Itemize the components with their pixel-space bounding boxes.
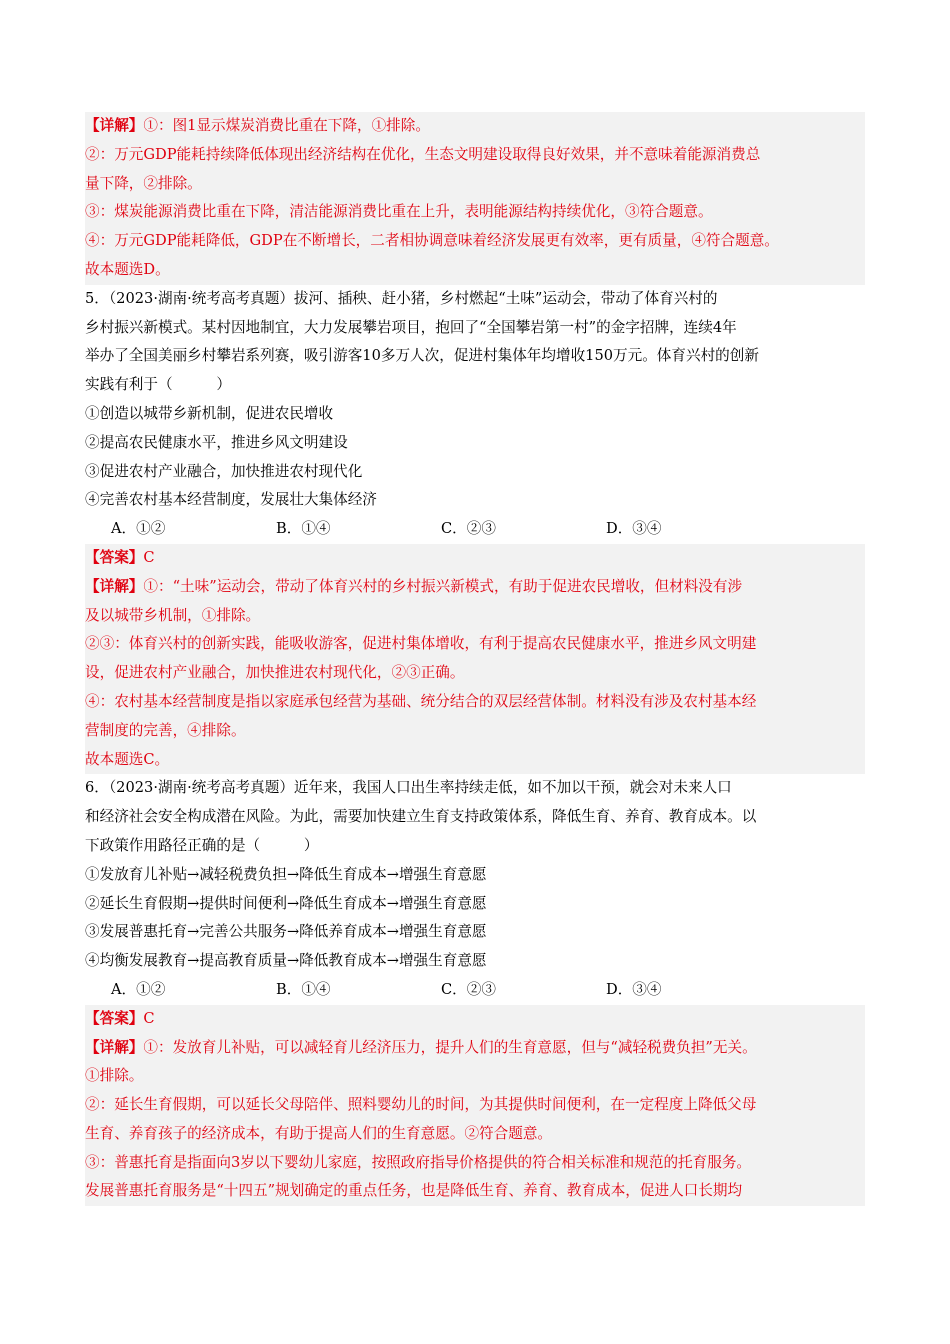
option-d: D．③④: [606, 980, 662, 998]
detail-line: 设，促进农村产业融合，加快推进农村现代化，②③正确。: [85, 664, 465, 682]
question-stem-line: 举办了全国美丽乡村攀岩系列赛，吸引游客10多万人次，促进村集体年均增收150万元。体育兴村的创新: [85, 347, 759, 365]
question-6: [85, 774, 865, 1004]
option-c: C．②③: [441, 980, 496, 998]
option-d: D．③④: [606, 520, 662, 538]
question-item: ④均衡发展教育→提高教育质量→降低教育成本→增强生育意愿: [85, 952, 487, 970]
detail-conclusion: 故本题选C。: [85, 750, 170, 768]
detail-line: ④：万元GDP能耗降低，GDP在不断增长，二者相协调意味着经济发展更有效率，更有质量，④符合题意。: [85, 232, 779, 250]
detail-line: ④：农村基本经营制度是指以家庭承包经营为基础、统分结合的双层经营体制。材料没有涉及农村基本经: [85, 692, 757, 710]
options-row: [85, 515, 865, 544]
option-b: B．①④: [276, 520, 331, 538]
question-stem-line: 实践有利于（ ）: [85, 376, 231, 394]
detail-line: ②：延长生育假期，可以延长父母陪伴、照料婴幼儿的时间，为其提供时间便利，在一定程度上降低父母: [85, 1096, 757, 1114]
question-5: [85, 285, 865, 544]
page-content: [85, 112, 865, 1206]
detail-tag: 【详解】: [85, 117, 144, 134]
options-row: [85, 976, 865, 1005]
question-stem-line: 5．（2023·湖南·统考高考真题）拔河、插秧、赶小猪，乡村燃起“土味”运动会，带动了体育兴村的: [85, 289, 718, 307]
answer-value: C: [143, 1009, 155, 1027]
question-item: ②延长生育假期→提供时间便利→降低生育成本→增强生育意愿: [85, 894, 487, 912]
detail-line: 【详解】①：图1显示煤炭消费比重在下降，①排除。: [85, 117, 430, 134]
detail-line: 营制度的完善，④排除。: [85, 721, 246, 739]
question-stem-line: 下政策作用路径正确的是（ ）: [85, 836, 319, 854]
question-item: ①发放育儿补贴→减轻税费负担→降低生育成本→增强生育意愿: [85, 865, 487, 883]
detail-line: 及以城带乡机制，①排除。: [85, 606, 261, 624]
question-item: ③促进农村产业融合，加快推进农村现代化: [85, 462, 363, 480]
detail-line: 量下降，②排除。: [85, 174, 202, 192]
detail-tag: 【详解】: [85, 577, 144, 595]
option-a: A．①②: [111, 520, 166, 538]
detail-line: ③：普惠托育是指面向3岁以下婴幼儿家庭，按照政府指导价格提供的符合相关标准和规范的托育服务。: [85, 1153, 752, 1171]
detail-line: 生育、养育孩子的经济成本，有助于提高人们的生育意愿。②符合题意。: [85, 1124, 553, 1142]
answer-tag: 【答案】: [85, 548, 144, 566]
question-item: ③发展普惠托育→完善公共服务→降低养育成本→增强生育意愿: [85, 923, 487, 941]
question-item: ②提高农民健康水平，推进乡风文明建设: [85, 433, 348, 451]
detail-line: ①排除。: [85, 1067, 144, 1085]
detail-line: 发展普惠托育服务是“十四五”规划确定的重点任务，也是降低生育、养育、教育成本，促进人口长期均: [85, 1182, 743, 1200]
detail-conclusion: 故本题选D。: [85, 260, 170, 278]
detail-line: ③：煤炭能源消费比重在下降，清洁能源消费比重在上升，表明能源结构持续优化，③符合题意。: [85, 203, 713, 221]
answer-line: [85, 1005, 865, 1034]
detail-line: 【详解】①：发放育儿补贴，可以减轻育儿经济压力，提升人们的生育意愿，但与“减轻税费负担”无关。: [85, 1038, 757, 1056]
answer-line: [85, 544, 865, 573]
detail-line: ②：万元GDP能耗持续降低体现出经济结构在优化，生态文明建设取得良好效果，并不意味着能源消费总: [85, 145, 761, 163]
answer-block-q6: [85, 1005, 865, 1207]
detail-block-q4: [85, 112, 865, 285]
detail-line: ②③：体育兴村的创新实践，能吸收游客，促进村集体增收，有利于提高农民健康水平，推进乡风文明建: [85, 635, 757, 653]
question-stem-line: 和经济社会安全构成潜在风险。为此，需要加快建立生育支持政策体系，降低生育、养育、教育成本。以: [85, 808, 757, 826]
question-stem-line: 6．（2023·湖南·统考高考真题）近年来，我国人口出生率持续走低，如不加以干预，就会对未来人口: [85, 779, 732, 797]
option-c: C．②③: [441, 520, 496, 538]
answer-block-q5: [85, 544, 865, 774]
question-item: ①创造以城带乡新机制，促进农民增收: [85, 404, 334, 422]
question-stem-line: 乡村振兴新模式。某村因地制宜，大力发展攀岩项目，抱回了“全国攀岩第一村”的金字招牌，连续4年: [85, 318, 737, 336]
answer-tag: 【答案】: [85, 1009, 144, 1027]
option-a: A．①②: [111, 980, 166, 998]
detail-line: 【详解】①：“土味”运动会，带动了体育兴村的乡村振兴新模式，有助于促进农民增收，但材料没有涉: [85, 577, 743, 595]
detail-tag: 【详解】: [85, 1038, 144, 1056]
question-item: ④完善农村基本经营制度，发展壮大集体经济: [85, 491, 377, 509]
answer-value: C: [143, 548, 155, 566]
option-b: B．①④: [276, 980, 331, 998]
